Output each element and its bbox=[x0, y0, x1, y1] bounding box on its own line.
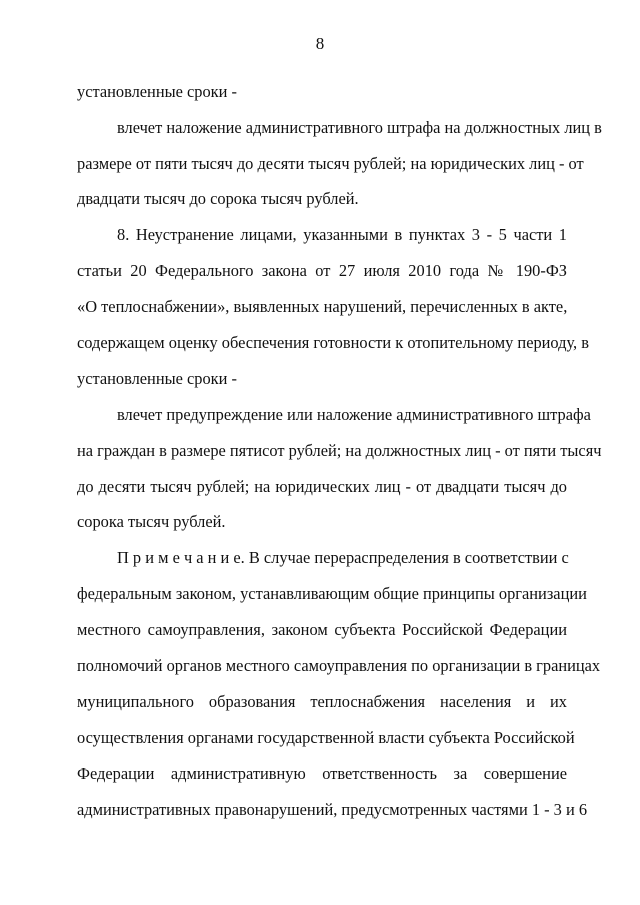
text-line: на граждан в размере пятисот рублей; на должностных лиц - от пяти тысяч bbox=[77, 441, 602, 460]
text-line: «О теплоснабжении», выявленных нарушений, перечисленных в акте, bbox=[77, 297, 568, 316]
text-line: 8. Неустранение лицами, указанными в пунктах 3 - 5 части 1 bbox=[117, 225, 567, 244]
text-line: установленные сроки - bbox=[77, 82, 237, 101]
text-line: сорока тысяч рублей. bbox=[77, 512, 226, 531]
text-line: влечет предупреждение или наложение административного штрафа bbox=[117, 405, 591, 424]
text-line: содержащем оценку обеспечения готовности к отопительному периоду, в bbox=[77, 333, 589, 352]
note-line: П р и м е ч а н и е. В случае перераспределения в соответствии с bbox=[117, 548, 569, 567]
text-line: федеральным законом, устанавливающим общие принципы организации bbox=[77, 584, 587, 603]
text-line: двадцати тысяч до сорока тысяч рублей. bbox=[77, 189, 359, 208]
text-line: местного самоуправления, законом субъекта Российской Федерации bbox=[77, 620, 567, 639]
text-line: полномочий органов местного самоуправления по организации в границах bbox=[77, 656, 601, 675]
page-number: 8 bbox=[315, 34, 325, 53]
text-line: административных правонарушений, предусмотренных частями 1 - 3 и 6 bbox=[77, 800, 588, 819]
text-line: влечет наложение административного штрафа на должностных лиц в bbox=[117, 118, 602, 137]
text-line: осуществления органами государственной власти субъекта Российской bbox=[77, 728, 575, 747]
text-line: до десяти тысяч рублей; на юридических лиц - от двадцати тысяч до bbox=[77, 477, 567, 496]
text-line: размере от пяти тысяч до десяти тысяч рублей; на юридических лиц - от bbox=[77, 154, 584, 173]
text-line: Федерации административную ответственность за совершение bbox=[77, 764, 567, 783]
text-line: статьи 20 Федерального закона от 27 июля 2010 года № 190-ФЗ bbox=[77, 261, 567, 280]
text-line: установленные сроки - bbox=[77, 369, 237, 388]
text-line: муниципального образования теплоснабжения населения и их bbox=[77, 692, 567, 711]
